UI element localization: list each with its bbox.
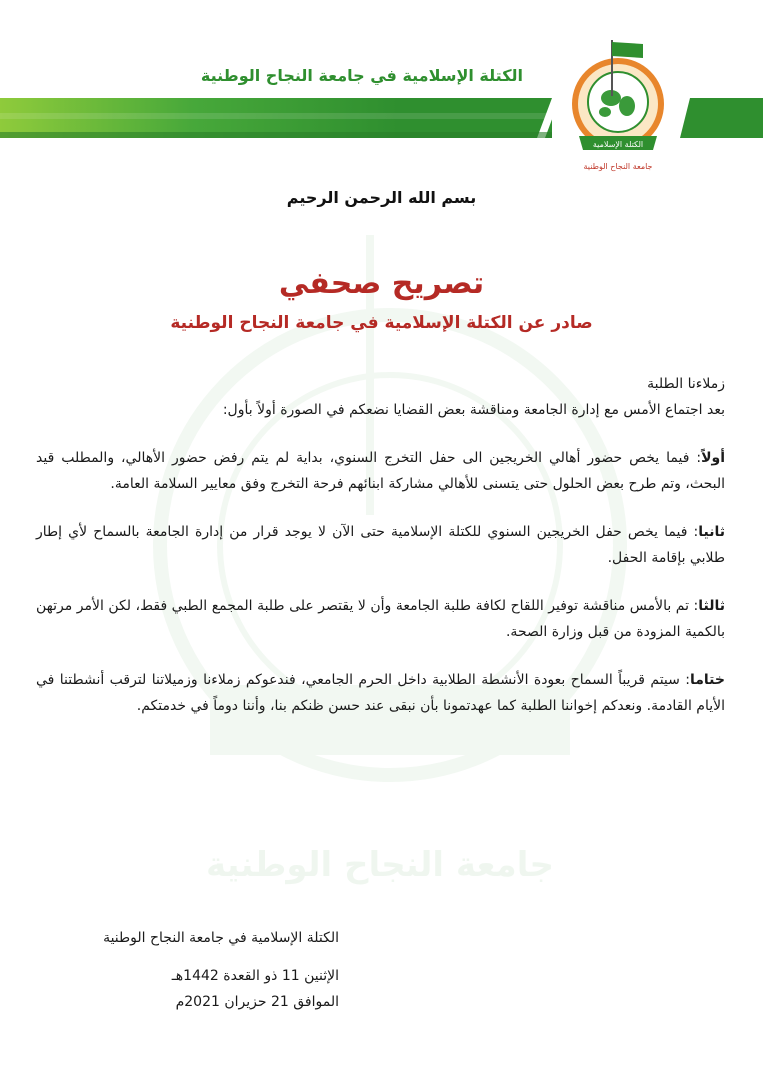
- signature-block: [20, 925, 339, 1015]
- point-first: [36, 445, 725, 497]
- point-second-lead: ثانيا: [698, 524, 725, 540]
- point-first-lead: أولاً: [701, 450, 725, 466]
- basmala: بسم الله الرحمن الرحيم: [286, 188, 477, 207]
- header-title: الكتلة الإسلامية في جامعة النجاح الوطنية: [200, 66, 523, 85]
- point-third-lead: ثالثا: [698, 598, 725, 614]
- point-third: [36, 593, 725, 645]
- page-subtitle: صادر عن الكتلة الإسلامية في جامعة النجاح الوطنية: [170, 313, 593, 333]
- logo-caption: جامعة النجاح الوطنية: [583, 162, 653, 171]
- point-second-text: : فيما يخص حفل الخريجين السنوي للكتلة الإسلامية حتى الآن لا يوجد قرار من إدارة الجامعة بالسماح لأي إطار طلابي بإقامة الحفل.: [36, 524, 725, 566]
- statement-body: [36, 371, 725, 719]
- signature-org: الكتلة الإسلامية في جامعة النجاح الوطنية: [103, 930, 339, 946]
- signature-date-hijri: الإثنين 11 ذو القعدة 1442هـ: [171, 968, 339, 984]
- signature-date-gregorian: الموافق 21 حزيران 2021م: [175, 994, 339, 1010]
- intro-paragraph: بعد اجتماع الأمس مع إدارة الجامعة ومناقشة بعض القضايا نضعكم في الصورة أولاً بأول:: [222, 402, 725, 418]
- point-third-text: : تم بالأمس مناقشة توفير اللقاح لكافة طلبة الجامعة وأن لا يقتصر على طلبة المجمع الطبي فقط، لكن الأمر مرتهن بالكمية المزودة من قبل وزارة الصحة.: [36, 598, 725, 640]
- watermark-text: جامعة النجاح الوطنية: [205, 845, 555, 885]
- point-closing: [36, 667, 725, 719]
- point-closing-lead: ختاما: [690, 672, 725, 688]
- logo-banner-text: الكتلة الإسلامية: [592, 140, 644, 149]
- page-title: تصريح صحفي: [278, 266, 485, 301]
- point-first-text: : فيما يخص حضور أهالي الخريجين الى حفل التخرج السنوي، بداية لم يتم رفض حضور الأهالي، والمطلب قيد البحث، وتم طرح بعض الحلول حتى يتسنى للأهالي مشاركة ابنائهم فرحة التخرج وفق معايير السلامة العامة.: [36, 450, 725, 492]
- point-second: [36, 519, 725, 571]
- greeting: زملاءنا الطلبة: [647, 376, 725, 392]
- point-closing-text: : سيتم قريباً السماح بعودة الأنشطة الطلابية داخل الحرم الجامعي، فندعوكم زملاءنا وزميلاتنا لترقب أنشطتنا في الأيام القادمة. ونعدكم إخواننا الطلبة كما عهدتمونا بأن نبقى عند حسن ظنكم بنا، وأننا دوماً في خدمتكم.: [36, 672, 725, 714]
- organization-logo: [565, 36, 671, 176]
